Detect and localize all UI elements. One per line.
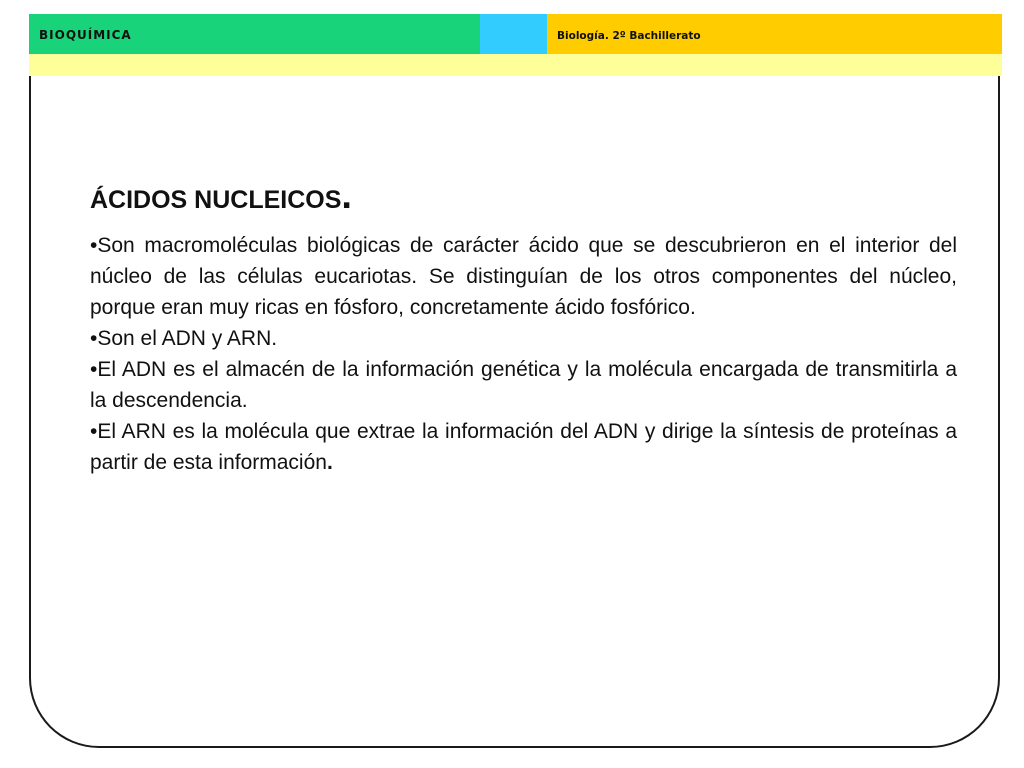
paragraph-4-dot: .: [326, 451, 333, 474]
slide-title-dot: .: [341, 175, 352, 217]
header-subject: BIOQUÍMICA: [39, 28, 132, 42]
paragraph-3: •El ADN es el almacén de la información genética y la molécula encargada de transmitirla a la descendencia.: [90, 358, 957, 412]
paragraph-1: •Son macromoléculas biológicas de carácter ácido que se descubrieron en el interior del núcleo de las células eucariotas. Se distinguían de los otros componentes del núcleo, porque eran muy ricas en fósforo, concretamente ácido fosfórico.: [90, 234, 957, 319]
header-course: Biología. 2º Bachillerato: [557, 30, 701, 42]
header-course-block: [547, 14, 1002, 54]
slide-content: [90, 175, 957, 478]
paragraph-4-text: •El ARN es la molécula que extrae la información del ADN y dirige la síntesis de proteínas a partir de esta información: [90, 420, 957, 474]
header-accent-block: [480, 14, 547, 54]
slide-title: [90, 175, 957, 220]
header-subject-block: [29, 14, 480, 54]
paragraph-2: •Son el ADN y ARN.: [90, 327, 278, 350]
paragraph-4: [90, 416, 957, 478]
header-sub-bar: [29, 54, 1002, 76]
header-bar: [29, 14, 1002, 54]
slide-title-text: ÁCIDOS NUCLEICOS: [90, 186, 342, 214]
